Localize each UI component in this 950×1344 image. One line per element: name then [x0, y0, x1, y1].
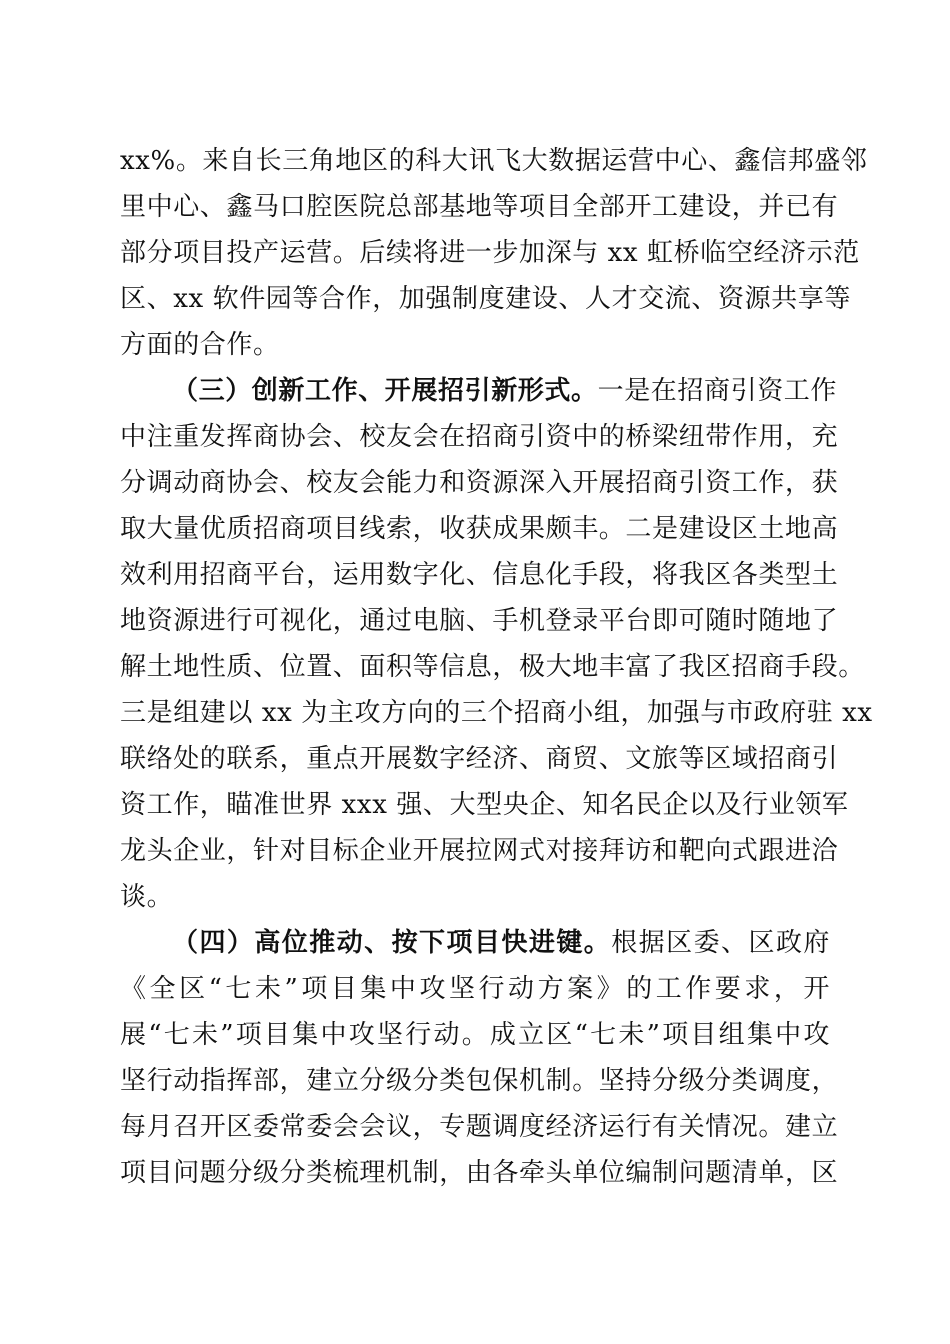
paragraph-line: 谈。 — [120, 882, 174, 912]
paragraph-line: 里中心、鑫马口腔医院总部基地等项目全部开工建设，并已有 — [120, 192, 839, 222]
paragraph-line: 部分项目投产运营。后续将进一步加深与 xx 虹桥临空经济示范 — [120, 238, 860, 268]
paragraph-line: 展“七未”项目集中攻坚行动。成立区“七未”项目组集中攻 — [120, 1020, 830, 1050]
paragraph-line: 区、xx 软件园等合作，加强制度建设、人才交流、资源共享等 — [120, 284, 851, 314]
section-3-first-line — [172, 371, 838, 411]
paragraph-line: 地资源进行可视化，通过电脑、手机登录平台即可随时随地了 — [120, 606, 839, 636]
paragraph-line: 取大量优质招商项目线索，收获成果颇丰。二是建设区土地高 — [120, 514, 839, 544]
paragraph-line: 项目问题分级分类梳理机制，由各牵头单位编制问题清单，区 — [120, 1158, 839, 1188]
section-4-first-line — [172, 923, 830, 963]
section-3-heading: （三）创新工作、开展招引新形式。 — [172, 376, 598, 406]
paragraph-line: 解土地性质、位置、面积等信息，极大地丰富了我区招商手段。 — [120, 652, 865, 682]
paragraph-line: 坚行动指挥部，建立分级分类包保机制。坚持分级分类调度， — [120, 1066, 839, 1096]
section-3-text: 一是在招商引资工作 — [597, 376, 838, 406]
paragraph-line: 龙头企业，针对目标企业开展拉网式对接拜访和靶向式跟进洽 — [120, 836, 839, 866]
paragraph-line: 《全区“七未”项目集中攻坚行动方案》的工作要求，开 — [120, 974, 830, 1004]
paragraph-line: 联络处的联系，重点开展数字经济、商贸、文旅等区域招商引 — [120, 744, 839, 774]
paragraph-line: 资工作，瞄准世界 xxx 强、大型央企、知名民企以及行业领军 — [120, 790, 849, 820]
section-4-heading: （四）高位推动、按下项目快进键。 — [172, 928, 612, 958]
section-4-text: 根据区委、区政府 — [611, 928, 830, 958]
paragraph-line: 方面的合作。 — [120, 330, 280, 360]
paragraph-line: 效利用招商平台，运用数字化、信息化手段，将我区各类型土 — [120, 560, 839, 590]
paragraph-line: xx%。来自长三角地区的科大讯飞大数据运营中心、鑫信邦盛邻 — [120, 146, 868, 176]
paragraph-line: 每月召开区委常委会会议，专题调度经济运行有关情况。建立 — [120, 1112, 839, 1142]
paragraph-line: 三是组建以 xx 为主攻方向的三个招商小组，加强与市政府驻 xx — [120, 698, 873, 728]
paragraph-line: 中注重发挥商协会、校友会在招商引资中的桥梁纽带作用，充 — [120, 422, 839, 452]
paragraph-line: 分调动商协会、校友会能力和资源深入开展招商引资工作，获 — [120, 468, 839, 498]
